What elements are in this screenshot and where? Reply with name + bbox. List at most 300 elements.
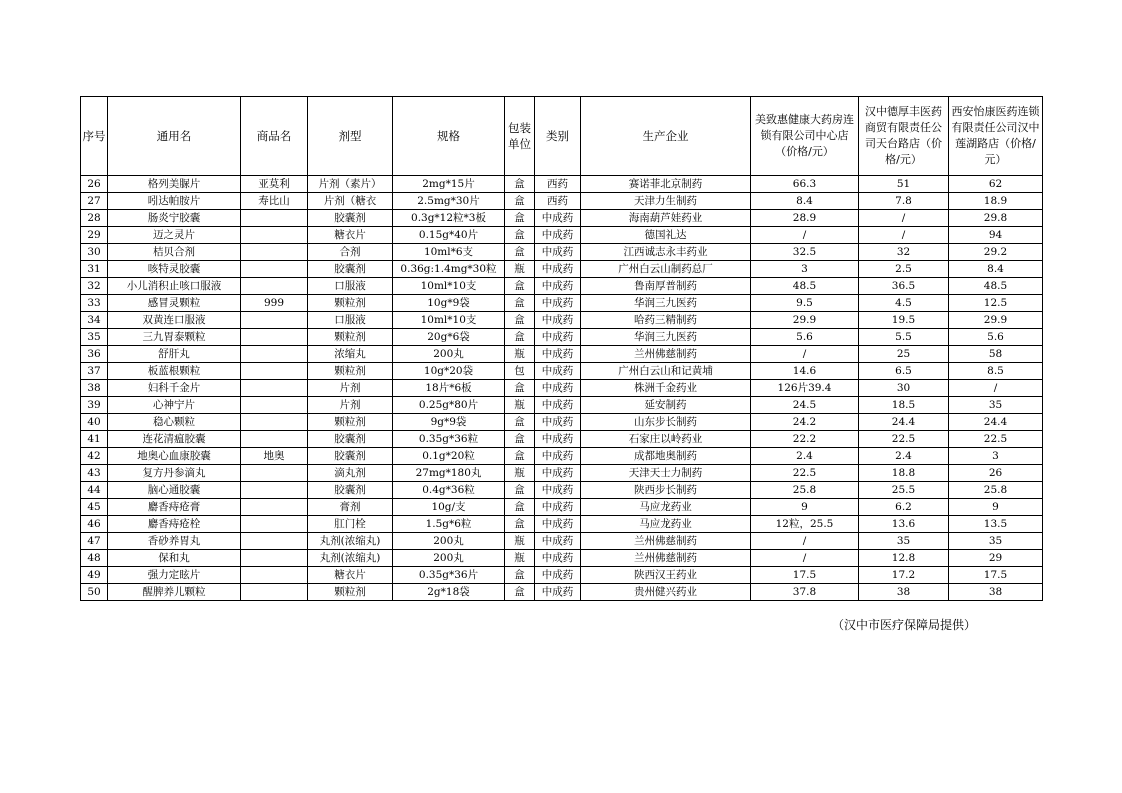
cell-price-store-2: 30 xyxy=(859,380,949,397)
cell-dosage-form: 糖衣片 xyxy=(308,227,393,244)
cell-brand-name xyxy=(241,414,308,431)
cell-index: 35 xyxy=(81,329,108,346)
cell-category: 中成药 xyxy=(535,567,581,584)
table-row xyxy=(81,295,1043,312)
cell-dosage-form: 颗粒剂 xyxy=(308,363,393,380)
cell-specification: 10ml*6支 xyxy=(393,244,505,261)
cell-index: 41 xyxy=(81,431,108,448)
source-note: （汉中市医疗保障局提供） xyxy=(832,618,977,632)
cell-price-store-1: 8.4 xyxy=(751,193,859,210)
cell-package-unit: 盒 xyxy=(505,482,535,499)
cell-specification: 10ml*10支 xyxy=(393,312,505,329)
cell-price-store-2: 32 xyxy=(859,244,949,261)
cell-index: 33 xyxy=(81,295,108,312)
cell-specification: 9g*9袋 xyxy=(393,414,505,431)
cell-generic-name: 三九胃泰颗粒 xyxy=(108,329,241,346)
cell-price-store-1: 2.4 xyxy=(751,448,859,465)
cell-price-store-2: 38 xyxy=(859,584,949,601)
cell-brand-name xyxy=(241,499,308,516)
cell-manufacturer: 兰州佛慈制药 xyxy=(581,550,751,567)
cell-manufacturer: 株洲千金药业 xyxy=(581,380,751,397)
cell-index: 26 xyxy=(81,176,108,193)
cell-manufacturer: 山东步长制药 xyxy=(581,414,751,431)
cell-dosage-form: 口服液 xyxy=(308,278,393,295)
cell-price-store-3: 12.5 xyxy=(949,295,1043,312)
cell-price-store-3: 62 xyxy=(949,176,1043,193)
cell-manufacturer: 马应龙药业 xyxy=(581,499,751,516)
cell-price-store-1: 48.5 xyxy=(751,278,859,295)
cell-brand-name xyxy=(241,482,308,499)
cell-specification: 18片*6板 xyxy=(393,380,505,397)
cell-manufacturer: 广州白云山和记黄埔 xyxy=(581,363,751,380)
cell-category: 中成药 xyxy=(535,210,581,227)
cell-manufacturer: 江西诚志永丰药业 xyxy=(581,244,751,261)
cell-price-store-2: 2.4 xyxy=(859,448,949,465)
cell-price-store-2: 13.6 xyxy=(859,516,949,533)
cell-specification: 2.5mg*30片 xyxy=(393,193,505,210)
cell-price-store-1: 12粒，25.5 xyxy=(751,516,859,533)
cell-price-store-2: 6.2 xyxy=(859,499,949,516)
cell-manufacturer: 贵州健兴药业 xyxy=(581,584,751,601)
cell-index: 30 xyxy=(81,244,108,261)
cell-dosage-form: 肛门栓 xyxy=(308,516,393,533)
cell-price-store-2: 18.5 xyxy=(859,397,949,414)
cell-price-store-1: 24.2 xyxy=(751,414,859,431)
cell-brand-name xyxy=(241,584,308,601)
cell-manufacturer: 陕西汉王药业 xyxy=(581,567,751,584)
cell-dosage-form: 片剂 xyxy=(308,380,393,397)
cell-price-store-2: / xyxy=(859,210,949,227)
cell-brand-name: 亚莫利 xyxy=(241,176,308,193)
cell-generic-name: 脑心通胶囊 xyxy=(108,482,241,499)
table-row xyxy=(81,431,1043,448)
cell-price-store-1: 66.3 xyxy=(751,176,859,193)
cell-specification: 200丸 xyxy=(393,346,505,363)
cell-price-store-1: 17.5 xyxy=(751,567,859,584)
cell-generic-name: 感冒灵颗粒 xyxy=(108,295,241,312)
cell-price-store-1: 32.5 xyxy=(751,244,859,261)
col-header-manufacturer: 生产企业 xyxy=(581,97,751,176)
col-header-brand-name: 商品名 xyxy=(241,97,308,176)
cell-package-unit: 盒 xyxy=(505,516,535,533)
table-row xyxy=(81,312,1043,329)
cell-generic-name: 地奥心血康胶囊 xyxy=(108,448,241,465)
cell-price-store-2: 2.5 xyxy=(859,261,949,278)
cell-price-store-3: 8.4 xyxy=(949,261,1043,278)
cell-index: 39 xyxy=(81,397,108,414)
cell-index: 47 xyxy=(81,533,108,550)
cell-brand-name xyxy=(241,567,308,584)
cell-package-unit: 瓶 xyxy=(505,397,535,414)
cell-specification: 0.36g:1.4mg*30粒 xyxy=(393,261,505,278)
cell-price-store-3: 94 xyxy=(949,227,1043,244)
cell-manufacturer: 马应龙药业 xyxy=(581,516,751,533)
cell-package-unit: 盒 xyxy=(505,567,535,584)
table-row xyxy=(81,448,1043,465)
cell-price-store-3: 8.5 xyxy=(949,363,1043,380)
cell-category: 中成药 xyxy=(535,584,581,601)
cell-price-store-2: 17.2 xyxy=(859,567,949,584)
cell-generic-name: 麝香痔疮膏 xyxy=(108,499,241,516)
cell-manufacturer: 陕西步长制药 xyxy=(581,482,751,499)
cell-price-store-1: / xyxy=(751,533,859,550)
cell-price-store-1: 126片39.4 xyxy=(751,380,859,397)
cell-generic-name: 稳心颗粒 xyxy=(108,414,241,431)
cell-price-store-2: / xyxy=(859,227,949,244)
cell-brand-name: 999 xyxy=(241,295,308,312)
cell-dosage-form: 片剂（糖衣 xyxy=(308,193,393,210)
cell-manufacturer: 华润三九医药 xyxy=(581,329,751,346)
table-row xyxy=(81,176,1043,193)
cell-dosage-form: 胶囊剂 xyxy=(308,431,393,448)
cell-price-store-3: 18.9 xyxy=(949,193,1043,210)
cell-package-unit: 瓶 xyxy=(505,533,535,550)
cell-category: 西药 xyxy=(535,193,581,210)
cell-manufacturer: 广州白云山制药总厂 xyxy=(581,261,751,278)
cell-category: 中成药 xyxy=(535,278,581,295)
cell-generic-name: 复方丹参滴丸 xyxy=(108,465,241,482)
cell-category: 中成药 xyxy=(535,380,581,397)
cell-index: 28 xyxy=(81,210,108,227)
cell-price-store-1: 22.5 xyxy=(751,465,859,482)
col-header-store-1: 美致惠健康大药房连锁有限公司中心店（价格/元） xyxy=(751,97,859,176)
cell-package-unit: 盒 xyxy=(505,448,535,465)
cell-price-store-2: 19.5 xyxy=(859,312,949,329)
table-row xyxy=(81,567,1043,584)
cell-price-store-3: 9 xyxy=(949,499,1043,516)
cell-category: 中成药 xyxy=(535,414,581,431)
table-row xyxy=(81,584,1043,601)
table-row xyxy=(81,516,1043,533)
cell-specification: 10g*9袋 xyxy=(393,295,505,312)
cell-specification: 0.35g*36片 xyxy=(393,567,505,584)
cell-generic-name: 迈之灵片 xyxy=(108,227,241,244)
cell-generic-name: 保和丸 xyxy=(108,550,241,567)
cell-package-unit: 瓶 xyxy=(505,465,535,482)
cell-price-store-1: 37.8 xyxy=(751,584,859,601)
cell-index: 42 xyxy=(81,448,108,465)
cell-package-unit: 盒 xyxy=(505,380,535,397)
cell-brand-name xyxy=(241,431,308,448)
cell-dosage-form: 口服液 xyxy=(308,312,393,329)
cell-manufacturer: 成都地奥制药 xyxy=(581,448,751,465)
cell-index: 40 xyxy=(81,414,108,431)
col-header-category: 类别 xyxy=(535,97,581,176)
cell-specification: 1.5g*6粒 xyxy=(393,516,505,533)
cell-index: 29 xyxy=(81,227,108,244)
cell-package-unit: 盒 xyxy=(505,193,535,210)
cell-package-unit: 瓶 xyxy=(505,346,535,363)
cell-package-unit: 包 xyxy=(505,363,535,380)
cell-generic-name: 咳特灵胶囊 xyxy=(108,261,241,278)
cell-specification: 10g/支 xyxy=(393,499,505,516)
cell-manufacturer: 兰州佛慈制药 xyxy=(581,533,751,550)
table-row xyxy=(81,193,1043,210)
header-row xyxy=(81,97,1043,176)
table-row xyxy=(81,533,1043,550)
cell-category: 中成药 xyxy=(535,516,581,533)
table-row xyxy=(81,499,1043,516)
cell-price-store-1: 28.9 xyxy=(751,210,859,227)
cell-package-unit: 盒 xyxy=(505,584,535,601)
cell-price-store-3: 22.5 xyxy=(949,431,1043,448)
table-row xyxy=(81,380,1043,397)
cell-manufacturer: 石家庄以岭药业 xyxy=(581,431,751,448)
cell-price-store-2: 12.8 xyxy=(859,550,949,567)
cell-specification: 27mg*180丸 xyxy=(393,465,505,482)
table-row xyxy=(81,244,1043,261)
cell-package-unit: 盒 xyxy=(505,244,535,261)
cell-dosage-form: 糖衣片 xyxy=(308,567,393,584)
cell-dosage-form: 颗粒剂 xyxy=(308,584,393,601)
cell-price-store-2: 18.8 xyxy=(859,465,949,482)
cell-manufacturer: 赛诺菲北京制药 xyxy=(581,176,751,193)
cell-price-store-2: 22.5 xyxy=(859,431,949,448)
cell-brand-name xyxy=(241,261,308,278)
cell-price-store-3: 26 xyxy=(949,465,1043,482)
cell-brand-name xyxy=(241,516,308,533)
cell-index: 49 xyxy=(81,567,108,584)
cell-manufacturer: 延安制药 xyxy=(581,397,751,414)
cell-generic-name: 舒肝丸 xyxy=(108,346,241,363)
cell-price-store-1: 5.6 xyxy=(751,329,859,346)
cell-category: 中成药 xyxy=(535,482,581,499)
cell-package-unit: 盒 xyxy=(505,210,535,227)
cell-price-store-3: 17.5 xyxy=(949,567,1043,584)
col-header-generic-name: 通用名 xyxy=(108,97,241,176)
cell-package-unit: 盒 xyxy=(505,431,535,448)
table-row xyxy=(81,363,1043,380)
cell-specification: 2g*18袋 xyxy=(393,584,505,601)
cell-brand-name xyxy=(241,346,308,363)
cell-generic-name: 双黄连口服液 xyxy=(108,312,241,329)
cell-generic-name: 麝香痔疮栓 xyxy=(108,516,241,533)
table-row xyxy=(81,329,1043,346)
cell-package-unit: 盒 xyxy=(505,329,535,346)
cell-specification: 10g*20袋 xyxy=(393,363,505,380)
cell-package-unit: 瓶 xyxy=(505,261,535,278)
cell-price-store-2: 7.8 xyxy=(859,193,949,210)
cell-generic-name: 格列美脲片 xyxy=(108,176,241,193)
cell-specification: 0.1g*20粒 xyxy=(393,448,505,465)
price-table xyxy=(80,96,1043,601)
table-row xyxy=(81,397,1043,414)
cell-price-store-3: 35 xyxy=(949,397,1043,414)
cell-index: 37 xyxy=(81,363,108,380)
cell-package-unit: 盒 xyxy=(505,414,535,431)
cell-price-store-1: / xyxy=(751,346,859,363)
cell-category: 中成药 xyxy=(535,312,581,329)
cell-brand-name xyxy=(241,363,308,380)
cell-dosage-form: 滴丸剂 xyxy=(308,465,393,482)
cell-price-store-3: 48.5 xyxy=(949,278,1043,295)
cell-manufacturer: 哈药三精制药 xyxy=(581,312,751,329)
cell-price-store-3: 24.4 xyxy=(949,414,1043,431)
cell-manufacturer: 海南葫芦娃药业 xyxy=(581,210,751,227)
cell-price-store-2: 24.4 xyxy=(859,414,949,431)
cell-category: 中成药 xyxy=(535,431,581,448)
cell-index: 44 xyxy=(81,482,108,499)
cell-price-store-2: 5.5 xyxy=(859,329,949,346)
col-header-specification: 规格 xyxy=(393,97,505,176)
cell-index: 32 xyxy=(81,278,108,295)
cell-specification: 0.3g*12粒*3板 xyxy=(393,210,505,227)
cell-category: 中成药 xyxy=(535,499,581,516)
cell-generic-name: 心神宁片 xyxy=(108,397,241,414)
cell-category: 中成药 xyxy=(535,448,581,465)
cell-package-unit: 盒 xyxy=(505,295,535,312)
cell-category: 中成药 xyxy=(535,227,581,244)
cell-generic-name: 小儿消积止咳口服液 xyxy=(108,278,241,295)
cell-index: 50 xyxy=(81,584,108,601)
table-row xyxy=(81,261,1043,278)
cell-brand-name xyxy=(241,278,308,295)
cell-generic-name: 醒脾养儿颗粒 xyxy=(108,584,241,601)
table-row xyxy=(81,465,1043,482)
cell-dosage-form: 胶囊剂 xyxy=(308,261,393,278)
cell-price-store-3: 35 xyxy=(949,533,1043,550)
cell-dosage-form: 片剂 xyxy=(308,397,393,414)
cell-category: 中成药 xyxy=(535,244,581,261)
cell-package-unit: 瓶 xyxy=(505,550,535,567)
cell-brand-name xyxy=(241,550,308,567)
cell-price-store-3: 58 xyxy=(949,346,1043,363)
cell-price-store-1: 9.5 xyxy=(751,295,859,312)
cell-price-store-3: 5.6 xyxy=(949,329,1043,346)
cell-dosage-form: 片剂（素片） xyxy=(308,176,393,193)
cell-dosage-form: 合剂 xyxy=(308,244,393,261)
cell-price-store-3: 29 xyxy=(949,550,1043,567)
cell-category: 中成药 xyxy=(535,363,581,380)
cell-generic-name: 连花清瘟胶囊 xyxy=(108,431,241,448)
table-row xyxy=(81,278,1043,295)
cell-index: 46 xyxy=(81,516,108,533)
table-row xyxy=(81,550,1043,567)
cell-brand-name xyxy=(241,397,308,414)
cell-dosage-form: 浓缩丸 xyxy=(308,346,393,363)
cell-index: 38 xyxy=(81,380,108,397)
cell-price-store-1: 24.5 xyxy=(751,397,859,414)
cell-price-store-1: 29.9 xyxy=(751,312,859,329)
cell-price-store-3: 3 xyxy=(949,448,1043,465)
cell-brand-name xyxy=(241,533,308,550)
cell-specification: 10ml*10支 xyxy=(393,278,505,295)
cell-price-store-1: 14.6 xyxy=(751,363,859,380)
cell-generic-name: 肠炎宁胶囊 xyxy=(108,210,241,227)
cell-price-store-2: 25 xyxy=(859,346,949,363)
cell-price-store-2: 6.5 xyxy=(859,363,949,380)
cell-specification: 200丸 xyxy=(393,533,505,550)
cell-brand-name xyxy=(241,227,308,244)
cell-brand-name xyxy=(241,329,308,346)
cell-manufacturer: 天津力生制药 xyxy=(581,193,751,210)
cell-brand-name xyxy=(241,465,308,482)
cell-package-unit: 盒 xyxy=(505,499,535,516)
cell-specification: 0.35g*36粒 xyxy=(393,431,505,448)
cell-package-unit: 盒 xyxy=(505,312,535,329)
cell-price-store-1: 22.2 xyxy=(751,431,859,448)
cell-index: 36 xyxy=(81,346,108,363)
cell-specification: 0.4g*36粒 xyxy=(393,482,505,499)
cell-specification: 0.25g*80片 xyxy=(393,397,505,414)
cell-price-store-2: 36.5 xyxy=(859,278,949,295)
cell-brand-name: 寿比山 xyxy=(241,193,308,210)
cell-price-store-3: 25.8 xyxy=(949,482,1043,499)
cell-generic-name: 强力定眩片 xyxy=(108,567,241,584)
cell-category: 中成药 xyxy=(535,295,581,312)
table-row xyxy=(81,227,1043,244)
cell-category: 中成药 xyxy=(535,261,581,278)
cell-manufacturer: 德国礼达 xyxy=(581,227,751,244)
cell-specification: 20g*6袋 xyxy=(393,329,505,346)
cell-category: 中成药 xyxy=(535,465,581,482)
cell-price-store-2: 51 xyxy=(859,176,949,193)
cell-dosage-form: 颗粒剂 xyxy=(308,414,393,431)
cell-index: 27 xyxy=(81,193,108,210)
cell-generic-name: 吲达帕胺片 xyxy=(108,193,241,210)
cell-price-store-1: 25.8 xyxy=(751,482,859,499)
cell-package-unit: 盒 xyxy=(505,278,535,295)
col-header-package-unit: 包装单位 xyxy=(505,97,535,176)
cell-generic-name: 妇科千金片 xyxy=(108,380,241,397)
cell-package-unit: 盒 xyxy=(505,176,535,193)
cell-price-store-1: 3 xyxy=(751,261,859,278)
table-row xyxy=(81,346,1043,363)
table-row xyxy=(81,482,1043,499)
cell-price-store-3: 29.8 xyxy=(949,210,1043,227)
cell-brand-name xyxy=(241,312,308,329)
cell-brand-name: 地奥 xyxy=(241,448,308,465)
cell-dosage-form: 膏剂 xyxy=(308,499,393,516)
cell-price-store-3: 29.9 xyxy=(949,312,1043,329)
cell-category: 中成药 xyxy=(535,550,581,567)
cell-specification: 2mg*15片 xyxy=(393,176,505,193)
col-header-store-3: 西安怡康医药连锁有限责任公司汉中莲湖路店（价格/元） xyxy=(949,97,1043,176)
cell-price-store-3: 38 xyxy=(949,584,1043,601)
cell-index: 31 xyxy=(81,261,108,278)
cell-dosage-form: 丸剂(浓缩丸) xyxy=(308,533,393,550)
col-header-index: 序号 xyxy=(81,97,108,176)
cell-package-unit: 盒 xyxy=(505,227,535,244)
cell-manufacturer: 天津天士力制药 xyxy=(581,465,751,482)
cell-category: 中成药 xyxy=(535,346,581,363)
cell-specification: 200丸 xyxy=(393,550,505,567)
cell-specification: 0.15g*40片 xyxy=(393,227,505,244)
cell-price-store-2: 35 xyxy=(859,533,949,550)
cell-brand-name xyxy=(241,210,308,227)
table-body xyxy=(81,176,1043,601)
cell-price-store-1: / xyxy=(751,550,859,567)
cell-dosage-form: 颗粒剂 xyxy=(308,295,393,312)
cell-price-store-2: 25.5 xyxy=(859,482,949,499)
cell-generic-name: 桔贝合剂 xyxy=(108,244,241,261)
cell-dosage-form: 颗粒剂 xyxy=(308,329,393,346)
cell-category: 中成药 xyxy=(535,533,581,550)
cell-dosage-form: 胶囊剂 xyxy=(308,482,393,499)
cell-index: 45 xyxy=(81,499,108,516)
table-row xyxy=(81,414,1043,431)
cell-index: 43 xyxy=(81,465,108,482)
cell-price-store-3: 29.2 xyxy=(949,244,1043,261)
cell-index: 34 xyxy=(81,312,108,329)
cell-price-store-3: 13.5 xyxy=(949,516,1043,533)
cell-category: 西药 xyxy=(535,176,581,193)
cell-manufacturer: 华润三九医药 xyxy=(581,295,751,312)
cell-index: 48 xyxy=(81,550,108,567)
col-header-store-2: 汉中德厚丰医药商贸有限责任公司天台路店（价格/元） xyxy=(859,97,949,176)
table-row xyxy=(81,210,1043,227)
cell-manufacturer: 兰州佛慈制药 xyxy=(581,346,751,363)
